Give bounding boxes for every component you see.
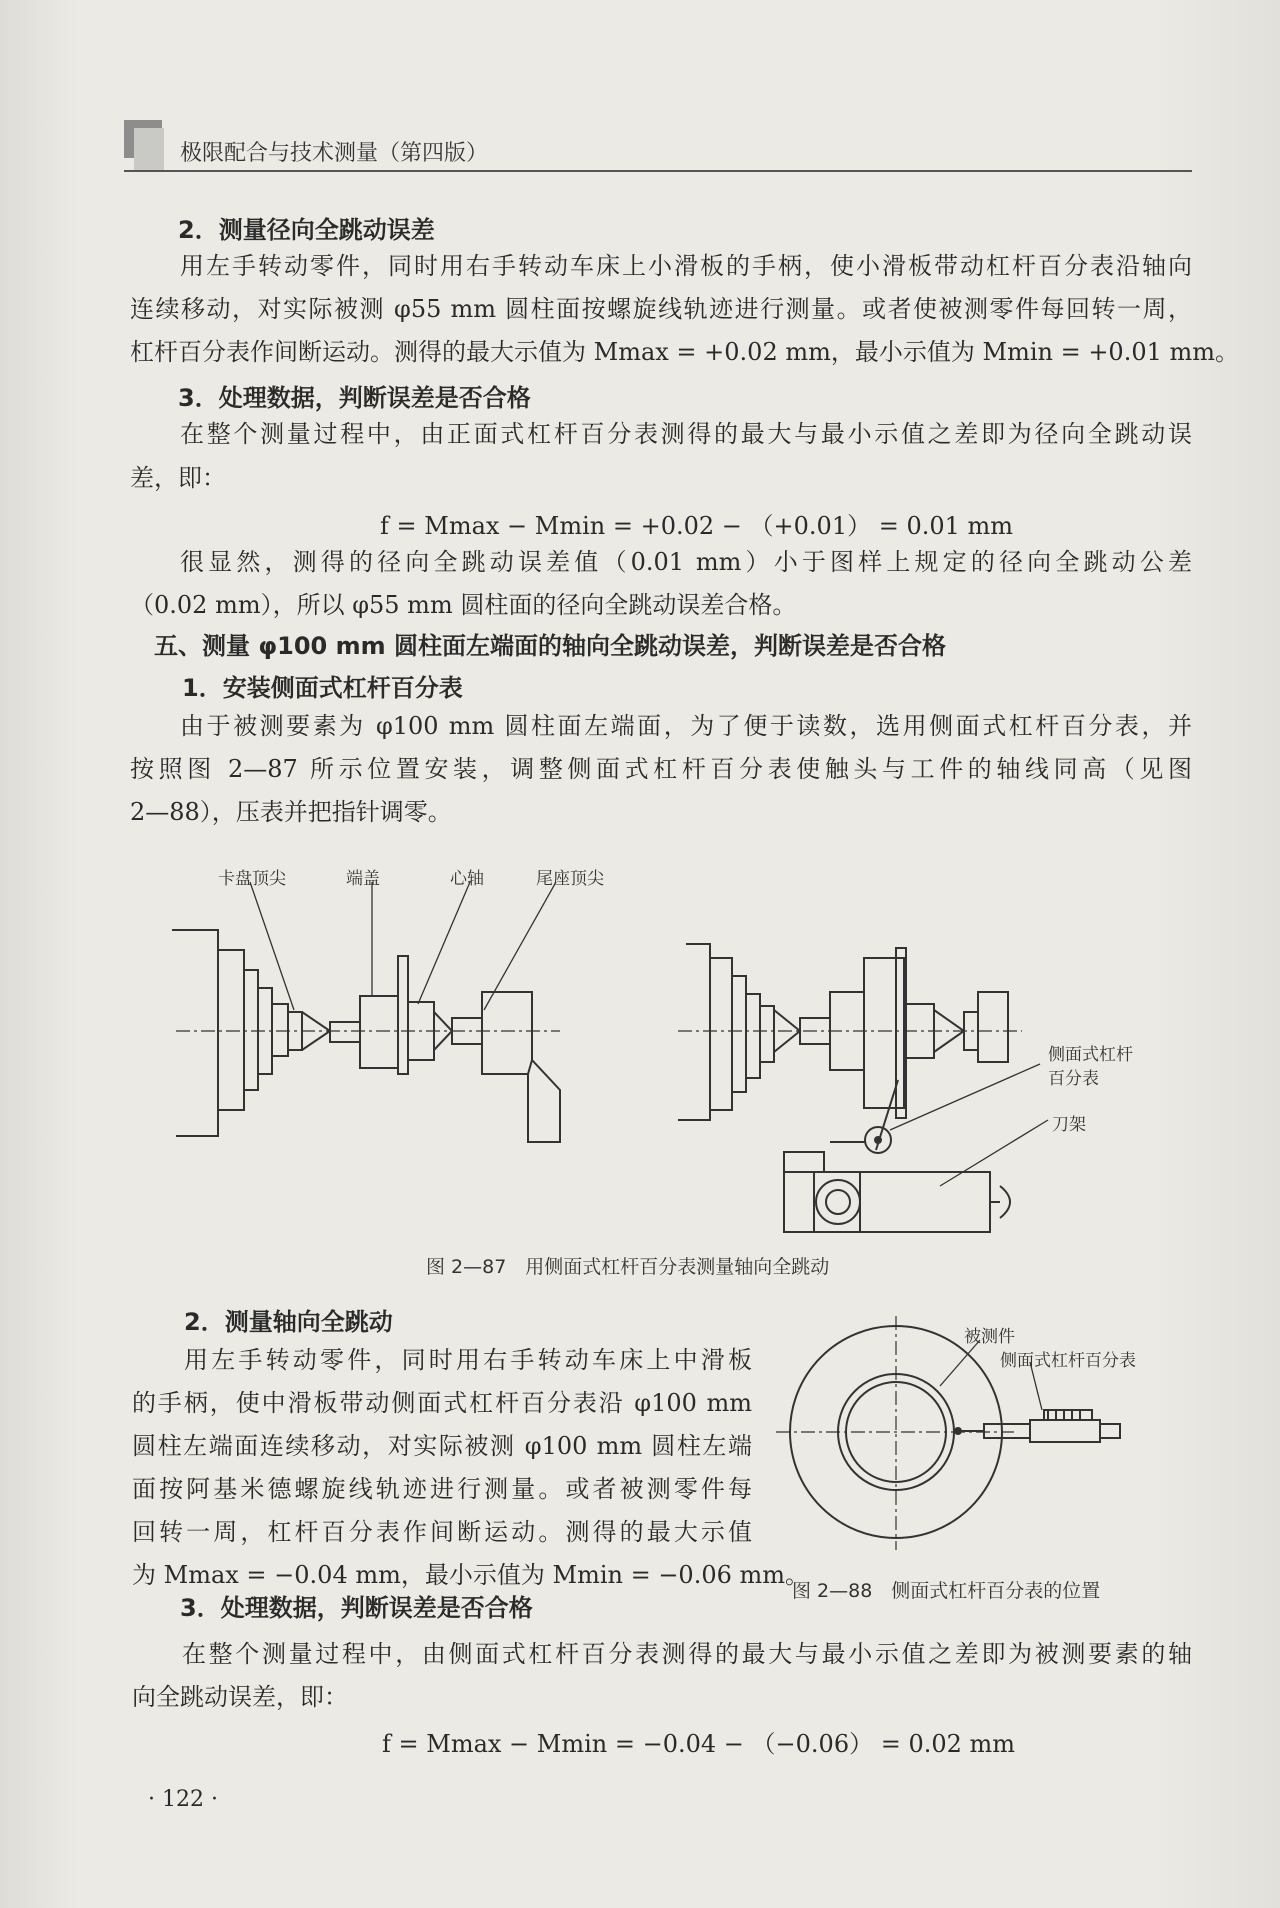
formula-axial: f = Mmax − Mmin = −0.04 − （−0.06） = 0.02 mm — [382, 1730, 1016, 1758]
section-heading: 2．测量轴向全跳动 — [184, 1308, 393, 1336]
paragraph-line: 杠杆百分表作间断运动。测得的最大示值为 Mmax = +0.02 mm，最小示值为 Mmin = +0.01 mm。 — [130, 338, 1240, 366]
paragraph-line: 2—88），压表并把指针调零。 — [130, 798, 452, 826]
figure-caption: 图 2—87 用侧面式杠杆百分表测量轴向全跳动 — [426, 1256, 830, 1278]
paragraph-line: （0.02 mm），所以 φ55 mm 圆柱面的径向全跳动误差合格。 — [130, 591, 797, 619]
paragraph-line: 连续移动，对实际被测 φ55 mm 圆柱面按螺旋线轨迹进行测量。或者使被测零件每回转一周， — [130, 295, 1192, 323]
figure-label: 被测件 — [964, 1327, 1015, 1347]
part-heading: 五、测量 φ100 mm 圆柱面左端面的轴向全跳动误差，判断误差是否合格 — [154, 632, 946, 660]
formula-radial: f = Mmax − Mmin = +0.02 − （+0.01） = 0.01 mm — [380, 512, 1014, 540]
paragraph-line: 面按阿基米德螺旋线轨迹进行测量。或者被测零件每 — [132, 1475, 752, 1503]
paragraph-line: 回转一周，杠杆百分表作间断运动。测得的最大示值 — [132, 1518, 752, 1546]
figure-label: 端盖 — [346, 869, 380, 889]
section-heading: 2．测量径向全跳动误差 — [178, 216, 435, 244]
paragraph-line: 用左手转动零件，同时用右手转动车床上小滑板的手柄，使小滑板带动杠杆百分表沿轴向 — [180, 252, 1192, 280]
section-heading: 1．安装侧面式杠杆百分表 — [182, 674, 463, 702]
paragraph-line: 圆柱左端面连续移动，对实际被测 φ100 mm 圆柱左端 — [132, 1432, 752, 1460]
running-header-title: 极限配合与技术测量（第四版） — [180, 141, 489, 166]
page-number: · 122 · — [148, 1787, 218, 1812]
figure-label: 尾座顶尖 — [536, 869, 604, 889]
paragraph-line: 在整个测量过程中，由侧面式杠杆百分表测得的最大与最小示值之差即为被测要素的轴 — [182, 1640, 1192, 1668]
section-heading: 3．处理数据，判断误差是否合格 — [180, 1594, 533, 1622]
figure-caption: 图 2—88 侧面式杠杆百分表的位置 — [792, 1580, 1101, 1602]
section-heading: 3．处理数据，判断误差是否合格 — [178, 384, 531, 412]
figure-label: 刀架 — [1052, 1115, 1086, 1135]
paragraph-line: 由于被测要素为 φ100 mm 圆柱面左端面，为了便于读数，选用侧面式杠杆百分表，并 — [180, 712, 1192, 740]
paragraph-line: 的手柄，使中滑板带动侧面式杠杆百分表沿 φ100 mm — [132, 1389, 752, 1417]
figure-label: 侧面式杠杆 — [1048, 1045, 1133, 1065]
paragraph-line: 按照图 2—87 所示位置安装，调整侧面式杠杆百分表使触头与工件的轴线同高（见图 — [130, 755, 1192, 783]
paragraph-line: 向全跳动误差，即： — [132, 1683, 348, 1711]
paragraph-line: 用左手转动零件，同时用右手转动车床上中滑板 — [184, 1346, 752, 1374]
paragraph-line: 差，即： — [130, 464, 226, 492]
figure-label: 卡盘顶尖 — [218, 869, 286, 889]
figure-label: 侧面式杠杆百分表 — [1000, 1351, 1136, 1371]
paragraph-line: 为 Mmax = −0.04 mm，最小示值为 Mmin = −0.06 mm。 — [132, 1561, 810, 1589]
figure-label: 心轴 — [450, 869, 484, 889]
paragraph-line: 在整个测量过程中，由正面式杠杆百分表测得的最大与最小示值之差即为径向全跳动误 — [180, 420, 1192, 448]
figure-label: 百分表 — [1048, 1069, 1099, 1089]
paragraph-line: 很显然，测得的径向全跳动误差值（0.01 mm）小于图样上规定的径向全跳动公差 — [180, 548, 1192, 576]
